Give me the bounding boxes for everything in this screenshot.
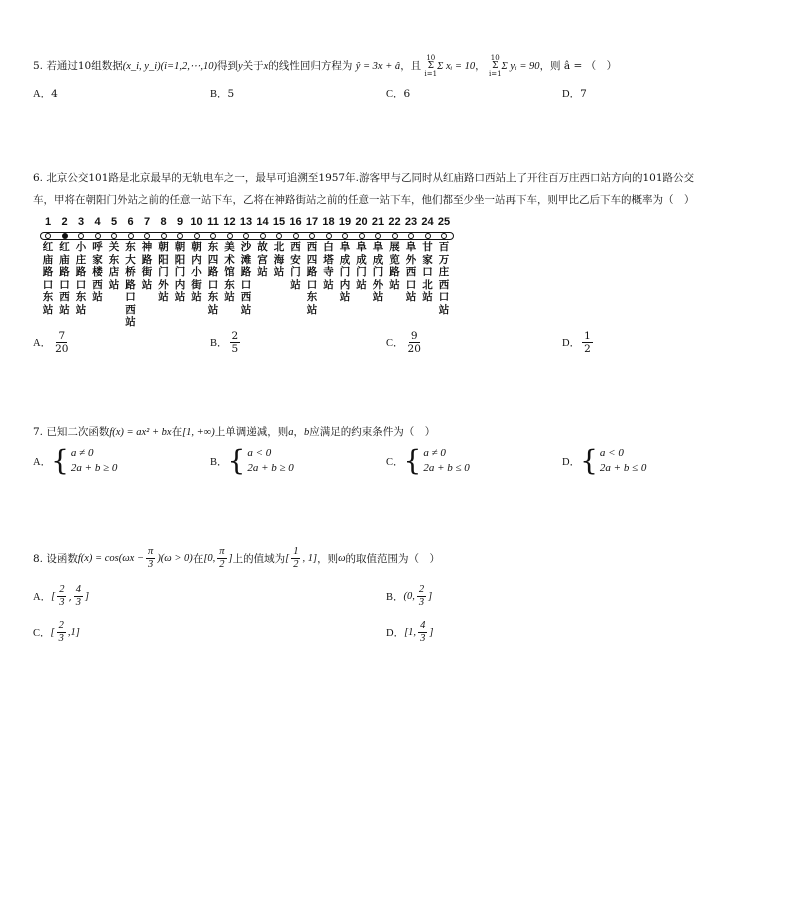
question-5 <box>33 54 617 78</box>
station-dot <box>392 233 398 239</box>
bracket-open: (0, <box>403 591 415 602</box>
station-dot <box>95 233 101 239</box>
q8-func-end: )(ω > 0) <box>157 552 193 564</box>
denominator: 3 <box>418 597 425 608</box>
station-dot <box>441 233 447 239</box>
station-dot <box>342 233 348 239</box>
station-name: 朝阳门内站 <box>174 241 186 303</box>
q8-tail: ，则 <box>317 552 339 565</box>
q7-option-a[interactable] <box>33 446 117 476</box>
station-number: 19 <box>338 216 352 228</box>
q8-interval-close: ] <box>228 552 233 564</box>
q8-range-text: 上的值域为 <box>232 552 286 565</box>
q7-b-var: b <box>303 427 310 438</box>
q7-a-var: a <box>288 427 294 438</box>
q7-interval: [1, +∞) <box>182 427 215 438</box>
option-label: B． <box>210 338 228 349</box>
q5-sum1-bottom: i=1 <box>424 70 438 78</box>
station-dot <box>276 233 282 239</box>
q8-end: 的取值范围为（ ） <box>345 552 440 565</box>
fraction-b <box>417 584 426 609</box>
q8-pi-over-2 <box>217 546 226 571</box>
option-label: C． <box>386 89 404 100</box>
q5-prefix: 5. 若通过10组数据 <box>33 60 123 72</box>
numerator: 2 <box>59 584 65 595</box>
denominator: 3 <box>59 597 65 608</box>
option-label: C． <box>386 456 404 468</box>
station-name: 西安门站 <box>290 241 301 291</box>
constraint-2: 2a + b ≤ 0 <box>599 462 647 474</box>
q5-sum2-bottom: i=1 <box>488 70 502 78</box>
station-number: 14 <box>256 216 269 228</box>
denominator: 2 <box>219 559 225 570</box>
station-number: 9 <box>176 216 184 228</box>
q8-option-a[interactable]: A． [ $\frac{2}{3}$ , $\frac{4}{3}$ ] <box>33 584 90 608</box>
station-dot <box>45 233 51 239</box>
constraint-1: a ≠ 0 <box>423 447 446 459</box>
station-name: 阜成门站 <box>356 241 367 291</box>
station-number: 17 <box>305 216 319 228</box>
option-fraction <box>406 330 423 355</box>
constraint-2: 2a + b ≥ 0 <box>247 462 294 474</box>
station-dot <box>78 233 84 239</box>
station-name: 故宫站 <box>257 241 268 278</box>
bracket-close: ] <box>428 591 433 602</box>
q7-option-b[interactable] <box>210 446 294 476</box>
numerator: 1 <box>293 546 299 557</box>
denominator: 20 <box>407 343 421 355</box>
station-dot <box>425 233 431 239</box>
constraint-1: a ≠ 0 <box>70 447 94 459</box>
option-value: 6 <box>403 88 411 100</box>
option-label: A． <box>33 338 52 349</box>
station-number: 23 <box>404 216 418 228</box>
denominator: 2 <box>584 343 591 355</box>
station-name: 关东店站 <box>108 241 120 291</box>
denominator: 3 <box>58 633 64 644</box>
fraction-a <box>57 620 66 645</box>
station-number: 11 <box>207 216 219 228</box>
station-number: 16 <box>289 216 302 228</box>
q5-sum2: Σ yᵢ = 90 <box>501 61 540 72</box>
q8-option-b[interactable] <box>386 584 432 609</box>
bracket-open: [ <box>50 627 55 638</box>
station-dot <box>408 233 414 239</box>
q8-mid: 在 <box>192 552 204 565</box>
q5-equation: ŷ = 3x + â <box>355 61 401 72</box>
station-name: 甘家口北站 <box>422 241 433 303</box>
q5-reg-text: 的线性回归方程为 <box>268 60 353 72</box>
q8-pi-over-3 <box>146 546 155 571</box>
station-name: 北海站 <box>273 241 285 278</box>
option-fraction <box>230 330 241 355</box>
denominator: 3 <box>148 559 154 570</box>
station-number: 18 <box>322 216 335 228</box>
bracket-open: [1, <box>404 627 417 638</box>
station-number: 22 <box>388 216 401 228</box>
numerator: 4 <box>75 584 82 595</box>
numerator: 4 <box>420 620 426 631</box>
option-label: C． <box>33 628 51 639</box>
option-label: A． <box>33 456 52 468</box>
station-dot <box>359 233 365 239</box>
station-dot <box>210 233 216 239</box>
question-6-line1: 6. 北京公交101路是北京最早的无轨电车之一，最早可追溯至1957年.游客甲与乙同时从红庙路口西站上了开往百万庄西口站方向的101路公交 <box>33 172 694 184</box>
station-dot <box>326 233 332 239</box>
fraction-b <box>418 620 427 645</box>
q5-about: 关于 <box>242 60 264 72</box>
station-name: 展览路站 <box>389 241 400 291</box>
constraint-system: { a ≠ 0 2a + b ≥ 0 <box>51 444 118 477</box>
q5-x-var: x <box>263 61 269 72</box>
option-value: 4 <box>51 88 58 100</box>
station-dot <box>293 233 299 239</box>
numerator: 2 <box>231 330 239 342</box>
station-number: 7 <box>143 216 151 228</box>
constraint-system: { a < 0 2a + b ≥ 0 <box>227 444 294 477</box>
q5-option-a[interactable] <box>33 86 58 101</box>
denominator: 5 <box>231 343 239 355</box>
option-label: A． <box>33 592 52 603</box>
bus-route-map <box>40 216 460 328</box>
station-name: 朝内小街站 <box>191 241 202 303</box>
q5-cond-text: ，且 <box>400 60 422 72</box>
q6-option-d[interactable] <box>562 330 595 355</box>
station-dot <box>227 233 233 239</box>
option-label: D． <box>562 338 581 349</box>
constraint-1: a < 0 <box>599 447 624 459</box>
q5-tail: ，则 â = （ ） <box>539 60 618 72</box>
option-label: D． <box>562 89 581 100</box>
station-name: 东大桥路口西站 <box>125 241 136 328</box>
option-label: B． <box>210 89 228 100</box>
station-dot <box>161 233 167 239</box>
station-name: 阜成门内站 <box>339 241 351 303</box>
constraint-2: 2a + b ≥ 0 <box>70 462 118 474</box>
station-dot <box>144 233 150 239</box>
q5-y-var: y <box>238 61 243 72</box>
station-name: 阜外西口站 <box>405 241 417 303</box>
station-name: 小庄路口东站 <box>75 241 87 316</box>
station-name: 沙滩路口西站 <box>240 241 252 316</box>
q5-sum1-top: 10 <box>426 54 436 62</box>
station-number: 3 <box>77 216 85 228</box>
constraint-system: { a ≠ 0 2a + b ≤ 0 <box>403 444 470 477</box>
station-dot <box>111 233 117 239</box>
station-number: 15 <box>272 216 286 228</box>
constraint-system: { a < 0 2a + b ≤ 0 <box>580 444 647 477</box>
q5-data-expr: (x_i, y_i)(i=1,2,⋯,10) <box>122 61 217 72</box>
station-number: 1 <box>44 216 52 228</box>
q8-omega: ω <box>338 552 346 564</box>
q5-sum1-sigma: 10 Σ i=1 <box>424 54 438 78</box>
station-number: 2 <box>61 216 68 228</box>
q7-option-c[interactable] <box>386 446 470 476</box>
q8-func: f(x) = cos(ωx − <box>77 552 145 564</box>
option-label: C． <box>386 338 404 349</box>
q7-mid: 在 <box>171 426 183 438</box>
numerator: 2 <box>58 620 64 631</box>
q7-func: f(x) = ax² + bx <box>109 427 172 438</box>
q5-option-d[interactable] <box>562 86 587 101</box>
numerator: 2 <box>418 584 425 595</box>
q8-option-c[interactable] <box>33 620 80 645</box>
q5-mid: 得到 <box>217 60 238 72</box>
q8-range-open: [ <box>285 552 290 564</box>
station-dot <box>194 233 200 239</box>
q8-one-half <box>291 546 300 571</box>
station-dot <box>177 233 183 239</box>
q8-range-close: , 1] <box>302 552 318 564</box>
interval-tail: ,1] <box>67 627 80 638</box>
station-number: 25 <box>437 216 451 228</box>
station-number: 5 <box>110 216 118 228</box>
option-label: D． <box>562 456 581 468</box>
station-number: 21 <box>371 216 385 228</box>
option-value: 7 <box>580 88 587 100</box>
station-name: 西四路口东站 <box>306 241 318 316</box>
option-value: 5 <box>227 88 235 100</box>
fraction-b <box>74 584 83 609</box>
numerator: 7 <box>58 330 66 342</box>
station-name: 红庙路口西站 <box>59 241 70 316</box>
option-label: A． <box>33 89 52 100</box>
station-name: 红庙路口东站 <box>42 241 54 316</box>
q8-prefix: 8. 设函数 <box>33 552 78 565</box>
option-label: B． <box>386 592 404 603</box>
station-name: 美术馆东站 <box>224 241 235 303</box>
station-name: 神路街站 <box>141 241 153 291</box>
numerator: 1 <box>584 330 591 342</box>
station-dot <box>62 233 68 239</box>
numerator: 9 <box>410 330 418 342</box>
station-name: 东四路口东站 <box>207 241 219 316</box>
option-label: D． <box>386 628 405 639</box>
fraction-a <box>57 584 66 609</box>
bracket-close: ] <box>85 591 90 602</box>
station-name: 呼家楼西站 <box>92 241 103 303</box>
station-number: 24 <box>421 216 434 228</box>
bracket-open: [ <box>51 591 56 602</box>
station-dot <box>260 233 266 239</box>
q6-option-b[interactable] <box>210 330 242 355</box>
constraint-1: a < 0 <box>247 447 272 459</box>
q5-sum2-top: 10 <box>490 54 500 62</box>
denominator: 20 <box>55 343 69 355</box>
denominator: 3 <box>420 633 426 644</box>
station-dot <box>375 233 381 239</box>
q5-sum2-sigma: 10 Σ i=1 <box>488 54 502 78</box>
question-7 <box>33 424 435 441</box>
question-8 <box>33 546 440 571</box>
station-number: 12 <box>223 216 236 228</box>
numerator: π <box>148 546 154 557</box>
option-fraction <box>582 330 593 355</box>
station-number: 10 <box>190 216 203 228</box>
constraint-2: 2a + b ≤ 0 <box>423 462 470 474</box>
q7-end: 应满足的约束条件为（ ） <box>309 426 436 438</box>
station-number: 6 <box>127 216 134 228</box>
question-6-line2: 车，甲将在朝阳门外站之前的任意一站下车，乙将在神路街站之前的任意一站下车，他们都至少坐一站再下车，则甲比乙后下车的概率为（ ） <box>33 194 695 206</box>
q5-option-b[interactable] <box>210 86 234 101</box>
station-number: 4 <box>94 216 101 228</box>
q8-interval-open: [0, <box>203 552 216 564</box>
station-dot <box>243 233 249 239</box>
q7-comma: ， <box>293 426 304 438</box>
station-name: 阜成门外站 <box>372 241 384 303</box>
station-number: 13 <box>239 216 253 228</box>
station-name: 百万庄西口站 <box>438 241 450 316</box>
station-name: 白塔寺站 <box>323 241 334 291</box>
q7-tail: 上单调递减，则 <box>214 426 289 438</box>
q5-option-c[interactable] <box>386 86 410 101</box>
station-number: 20 <box>355 216 368 228</box>
numerator: π <box>219 546 225 557</box>
q6-option-c[interactable] <box>386 330 425 355</box>
station-dot <box>128 233 134 239</box>
q8-option-d[interactable] <box>386 620 433 645</box>
option-label: B． <box>210 456 228 468</box>
option-fraction <box>53 330 70 355</box>
denominator: 2 <box>293 559 299 570</box>
q7-prefix: 7. 已知二次函数 <box>33 426 110 438</box>
q5-sep: ， <box>475 60 486 72</box>
station-dot <box>309 233 315 239</box>
station-number: 8 <box>160 216 167 228</box>
q7-option-d[interactable] <box>562 446 646 476</box>
bracket-close: ] <box>429 627 434 638</box>
station-name: 朝阳门外站 <box>158 241 169 303</box>
q6-option-a[interactable] <box>33 330 72 355</box>
q5-sum1: Σ xᵢ = 10 <box>437 61 476 72</box>
denominator: 3 <box>75 597 82 608</box>
